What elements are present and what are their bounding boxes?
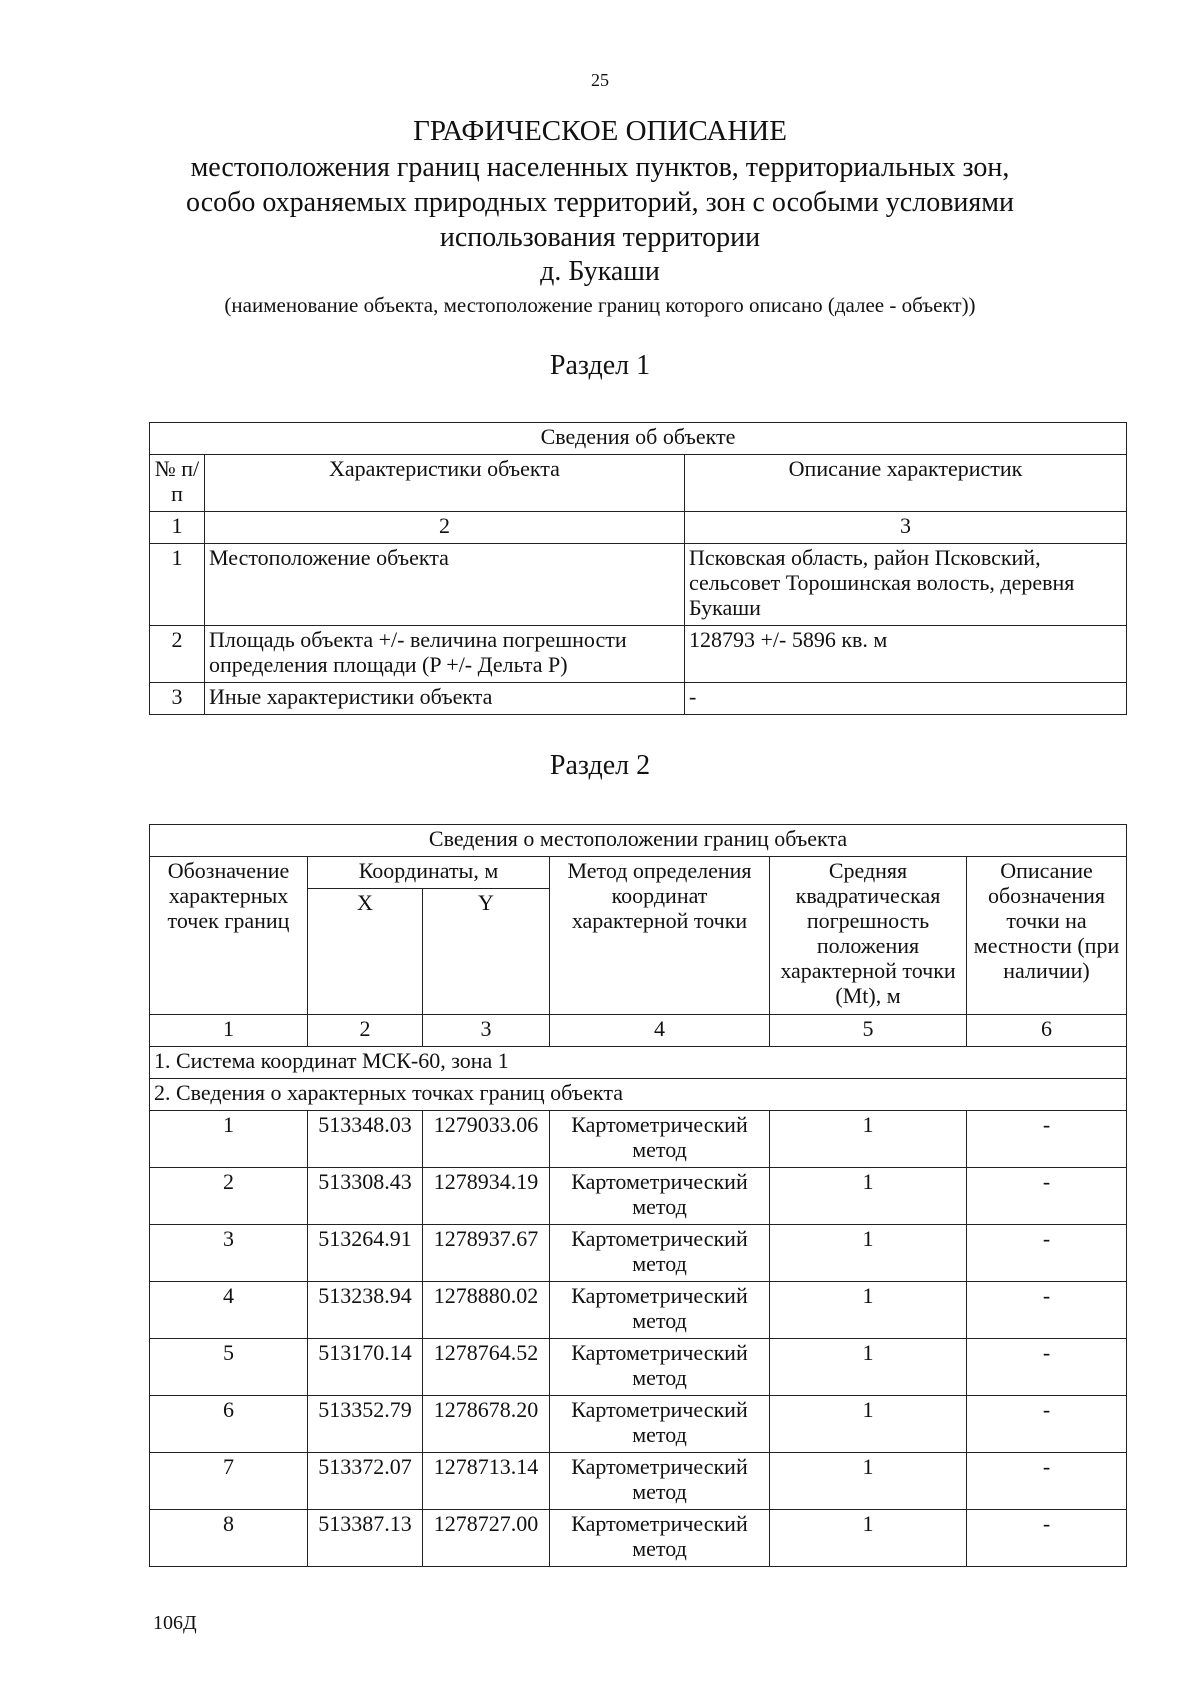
point-description: -	[967, 1225, 1127, 1282]
header-description: Описание характеристик	[685, 455, 1127, 512]
page-number: 25	[591, 70, 609, 90]
point-x: 513170.14	[308, 1339, 423, 1396]
point-description: -	[967, 1282, 1127, 1339]
row-characteristic: Площадь объекта +/- величина погрешности определения площади (P +/- Дельта P)	[205, 626, 685, 683]
point-description: -	[967, 1339, 1127, 1396]
section-1-title: Раздел 1	[549, 350, 651, 381]
document-subtitle-line-1: местоположения границ населенных пунктов, территориальных зон,	[190, 152, 1010, 183]
document-subtitle-line-3: использования территории	[439, 222, 761, 253]
header-point-designation: Обозначение характерных точек границ	[150, 857, 308, 1015]
header-mean-error: Средняя квадратическая погрешность положения характерной точки (Mt), м	[770, 857, 967, 1015]
point-mt: 1	[770, 1225, 967, 1282]
point-mt: 1	[770, 1168, 967, 1225]
header-characteristics: Характеристики объекта	[205, 455, 685, 512]
point-method: Картометрический метод	[550, 1453, 770, 1510]
col-num: 5	[770, 1015, 967, 1047]
table-row	[150, 626, 1127, 683]
point-y: 1278678.20	[423, 1396, 550, 1453]
point-description: -	[967, 1510, 1127, 1567]
point-method: Картометрический метод	[550, 1510, 770, 1567]
point-y: 1278937.67	[423, 1225, 550, 1282]
point-y: 1278764.52	[423, 1339, 550, 1396]
point-y: 1278713.14	[423, 1453, 550, 1510]
point-number: 1	[150, 1111, 308, 1168]
point-method: Картометрический метод	[550, 1168, 770, 1225]
row-no: 3	[150, 683, 205, 715]
point-y: 1278934.19	[423, 1168, 550, 1225]
footer-code: 106Д	[153, 1612, 197, 1634]
table-row	[150, 1339, 1127, 1396]
object-info-table	[149, 422, 1127, 715]
document-subtitle-line-2: особо охраняемых природных территорий, зон с особыми условиями	[186, 187, 1014, 218]
object-name: д. Букаши	[540, 256, 660, 287]
point-number: 6	[150, 1396, 308, 1453]
col-num: 2	[205, 512, 685, 544]
col-num: 3	[423, 1015, 550, 1047]
col-num: 4	[550, 1015, 770, 1047]
point-x: 513352.79	[308, 1396, 423, 1453]
point-x: 513372.07	[308, 1453, 423, 1510]
boundary-table-title: Сведения о местоположении границ объекта	[150, 825, 1127, 857]
table-row	[150, 1453, 1127, 1510]
col-num: 1	[150, 512, 205, 544]
point-method: Картометрический метод	[550, 1111, 770, 1168]
point-method: Картометрический метод	[550, 1282, 770, 1339]
point-method: Картометрический метод	[550, 1339, 770, 1396]
point-description: -	[967, 1111, 1127, 1168]
table-row	[150, 544, 1127, 626]
header-method: Метод определения координат характерной точки	[550, 857, 770, 1015]
object-caption: (наименование объекта, местоположение границ которого описано (далее - объект))	[224, 293, 976, 317]
row-description: Псковская область, район Псковский, сельсовет Торошинская волость, деревня Букаши	[685, 544, 1127, 626]
col-num: 3	[685, 512, 1127, 544]
point-x: 513264.91	[308, 1225, 423, 1282]
col-num: 1	[150, 1015, 308, 1047]
point-number: 5	[150, 1339, 308, 1396]
document-header	[0, 112, 1200, 319]
table-row	[150, 1225, 1127, 1282]
header-no: № п/п	[150, 455, 205, 512]
object-info-table-title: Сведения об объекте	[150, 423, 1127, 455]
point-y: 1278727.00	[423, 1510, 550, 1567]
point-mt: 1	[770, 1510, 967, 1567]
header-point-description: Описание обозначения точки на местности (при наличии)	[967, 857, 1127, 1015]
table-row	[150, 1111, 1127, 1168]
point-mt: 1	[770, 1111, 967, 1168]
col-num: 2	[308, 1015, 423, 1047]
boundary-points-table	[149, 824, 1127, 1567]
row-description: 128793 +/- 5896 кв. м	[685, 626, 1127, 683]
point-description: -	[967, 1453, 1127, 1510]
point-number: 7	[150, 1453, 308, 1510]
point-number: 4	[150, 1282, 308, 1339]
document-title: ГРАФИЧЕСКОЕ ОПИСАНИЕ	[413, 115, 787, 147]
col-num: 6	[967, 1015, 1127, 1047]
header-x: X	[308, 889, 423, 1015]
point-number: 3	[150, 1225, 308, 1282]
point-number: 8	[150, 1510, 308, 1567]
header-coordinates: Координаты, м	[308, 857, 550, 889]
point-x: 513387.13	[308, 1510, 423, 1567]
row-characteristic: Иные характеристики объекта	[205, 683, 685, 715]
point-y: 1279033.06	[423, 1111, 550, 1168]
point-method: Картометрический метод	[550, 1225, 770, 1282]
point-number: 2	[150, 1168, 308, 1225]
table-row	[150, 683, 1127, 715]
table-row	[150, 1510, 1127, 1567]
coordinate-system-row: 1. Система координат МСК-60, зона 1	[150, 1047, 1127, 1079]
point-mt: 1	[770, 1396, 967, 1453]
point-method: Картометрический метод	[550, 1396, 770, 1453]
point-mt: 1	[770, 1453, 967, 1510]
row-description: -	[685, 683, 1127, 715]
point-x: 513348.03	[308, 1111, 423, 1168]
point-x: 513308.43	[308, 1168, 423, 1225]
table-row	[150, 1396, 1127, 1453]
point-mt: 1	[770, 1339, 967, 1396]
point-y: 1278880.02	[423, 1282, 550, 1339]
point-mt: 1	[770, 1282, 967, 1339]
point-x: 513238.94	[308, 1282, 423, 1339]
table-row	[150, 1168, 1127, 1225]
table-row	[150, 1282, 1127, 1339]
row-no: 1	[150, 544, 205, 626]
row-no: 2	[150, 626, 205, 683]
row-characteristic: Местоположение объекта	[205, 544, 685, 626]
points-info-row: 2. Сведения о характерных точках границ объекта	[150, 1079, 1127, 1111]
point-description: -	[967, 1396, 1127, 1453]
point-description: -	[967, 1168, 1127, 1225]
header-y: Y	[423, 889, 550, 1015]
section-2-title: Раздел 2	[549, 750, 651, 781]
